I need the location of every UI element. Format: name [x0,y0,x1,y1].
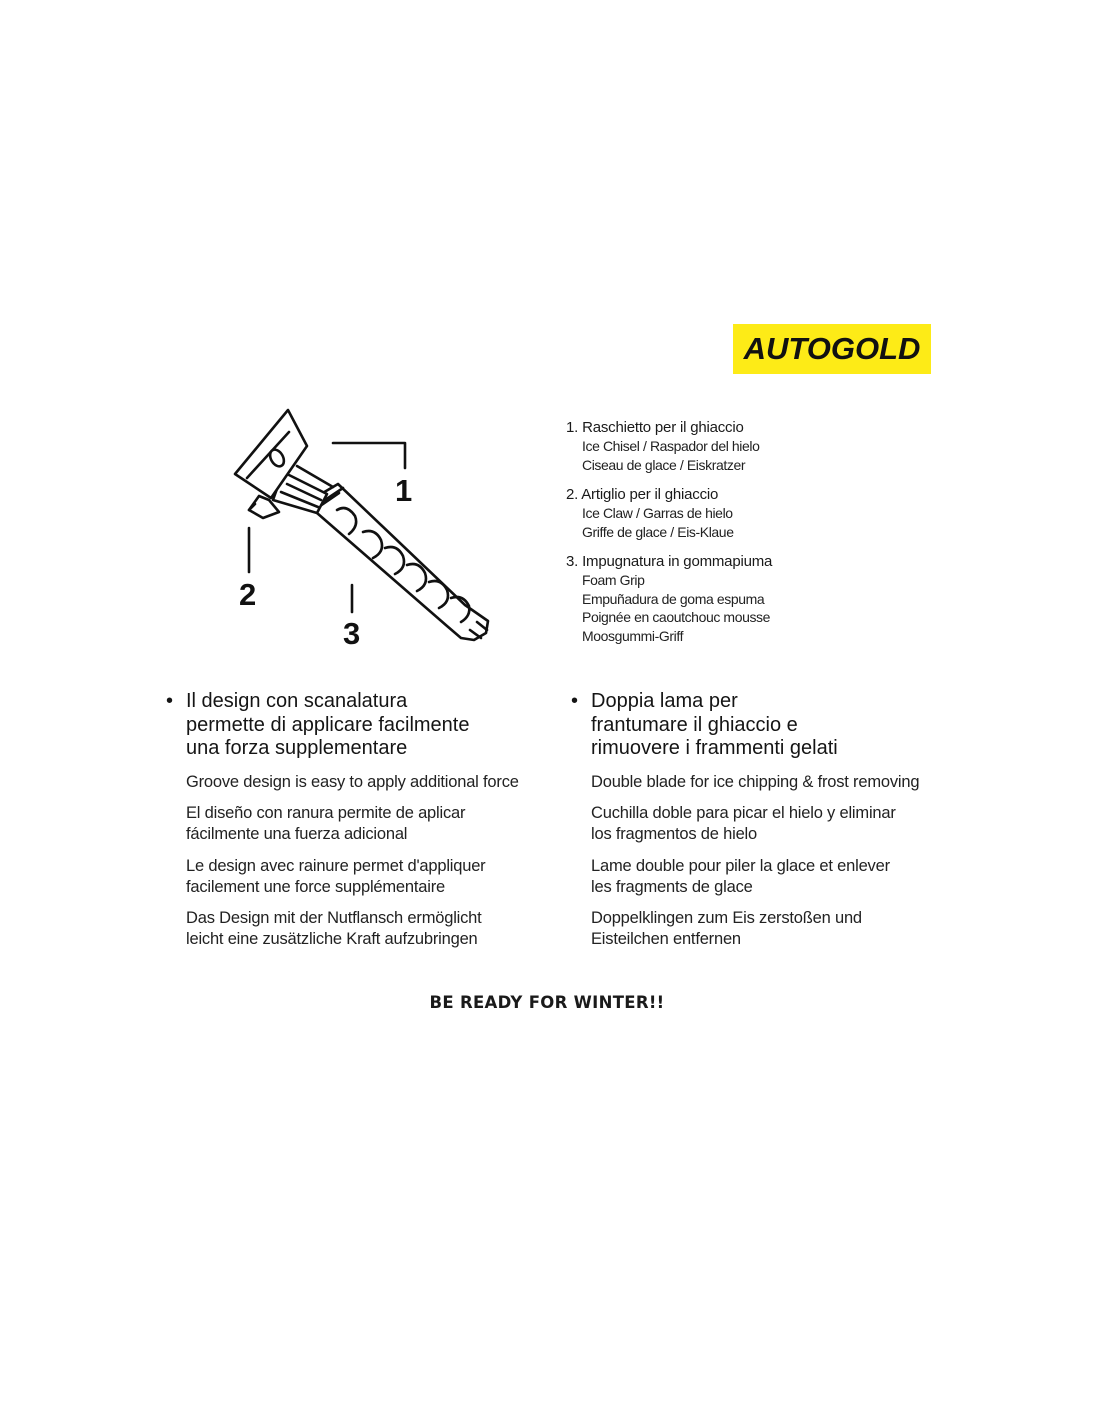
part-item-ice-claw [566,485,866,541]
callout-1: 1 [395,473,413,508]
feature-groove-design [166,690,526,961]
ice-scraper-illustration [225,400,505,660]
feature-translation-es [571,803,951,845]
translation-text: leicht eine zusätzliche Kraft aufzubringen [186,930,478,948]
part-translation: Empuñadura de goma espuma [582,590,765,607]
part-title: 2. Artiglio per il ghiaccio [566,486,719,503]
callout-3: 3 [343,616,361,651]
slogan: BE READY FOR WINTER!! [429,993,665,1012]
part-title: 3. Impugnatura in gommapiuma [566,553,773,570]
feature-translation-en [571,772,951,793]
bullet-point: • [166,690,174,712]
part-translation: Moosgummi-Griff [582,627,684,644]
translation-text: Das Design mit der Nutflansch ermöglicht [186,909,482,927]
feature-heading-line: rimuovere i frammenti gelati [591,737,838,759]
part-item-foam-grip [566,552,866,645]
feature-heading-line: Doppia lama per [591,690,738,712]
feature-heading-line: Il design con scanalatura [186,690,408,712]
part-title: 1. Raschietto per il ghiaccio [566,419,744,436]
bullet-point: • [571,690,579,712]
part-translation: Poignée en caoutchouc mousse [582,609,771,625]
feature-translation-es [166,803,526,845]
translation-text: Doppelklingen zum Eis zerstoßen und [591,909,862,927]
brand-logo-badge [733,324,931,374]
feature-heading-line: una forza supplementare [186,737,408,759]
ice-scraper-diagram [225,400,505,660]
feature-translation-fr [571,856,951,898]
callout-2: 2 [239,577,257,612]
parts-list [566,418,866,656]
feature-heading [571,690,951,761]
part-translation: Ice Chisel / Raspador del hielo [582,438,760,454]
feature-translation-fr [166,856,526,898]
part-translation: Griffe de glace / Eis-Klaue [582,523,734,540]
feature-double-blade [571,690,951,961]
part-translation: Foam Grip [582,572,645,588]
feature-translation-de [166,908,526,950]
brand-name: AUTOGOLD [743,331,921,366]
translation-text: Groove design is easy to apply additional force [186,772,519,791]
translation-text: Le design avec rainure permet d'appliquer [186,856,486,875]
translation-text: fácilmente una fuerza adicional [186,825,408,843]
part-translation: Ice Claw / Garras de hielo [582,505,733,521]
feature-translation-de [571,908,951,950]
translation-text: los fragmentos de hielo [591,825,757,843]
translation-text: El diseño con ranura permite de aplicar [186,804,466,822]
part-translation: Ciseau de glace / Eiskratzer [582,456,746,473]
translation-text: Cuchilla doble para picar el hielo y eliminar [591,804,896,822]
feature-translation-en [166,772,526,793]
feature-heading-line: permette di applicare facilmente [186,713,470,736]
feature-heading-line: frantumare il ghiaccio e [591,713,798,736]
feature-heading [166,690,526,761]
translation-text: Eisteilchen entfernen [591,930,741,948]
translation-text: les fragments de glace [591,877,753,896]
translation-text: facilement une force supplémentaire [186,877,445,896]
translation-text: Lame double pour piler la glace et enlever [591,856,890,875]
part-item-ice-chisel [566,418,866,474]
translation-text: Double blade for ice chipping & frost removing [591,772,920,791]
